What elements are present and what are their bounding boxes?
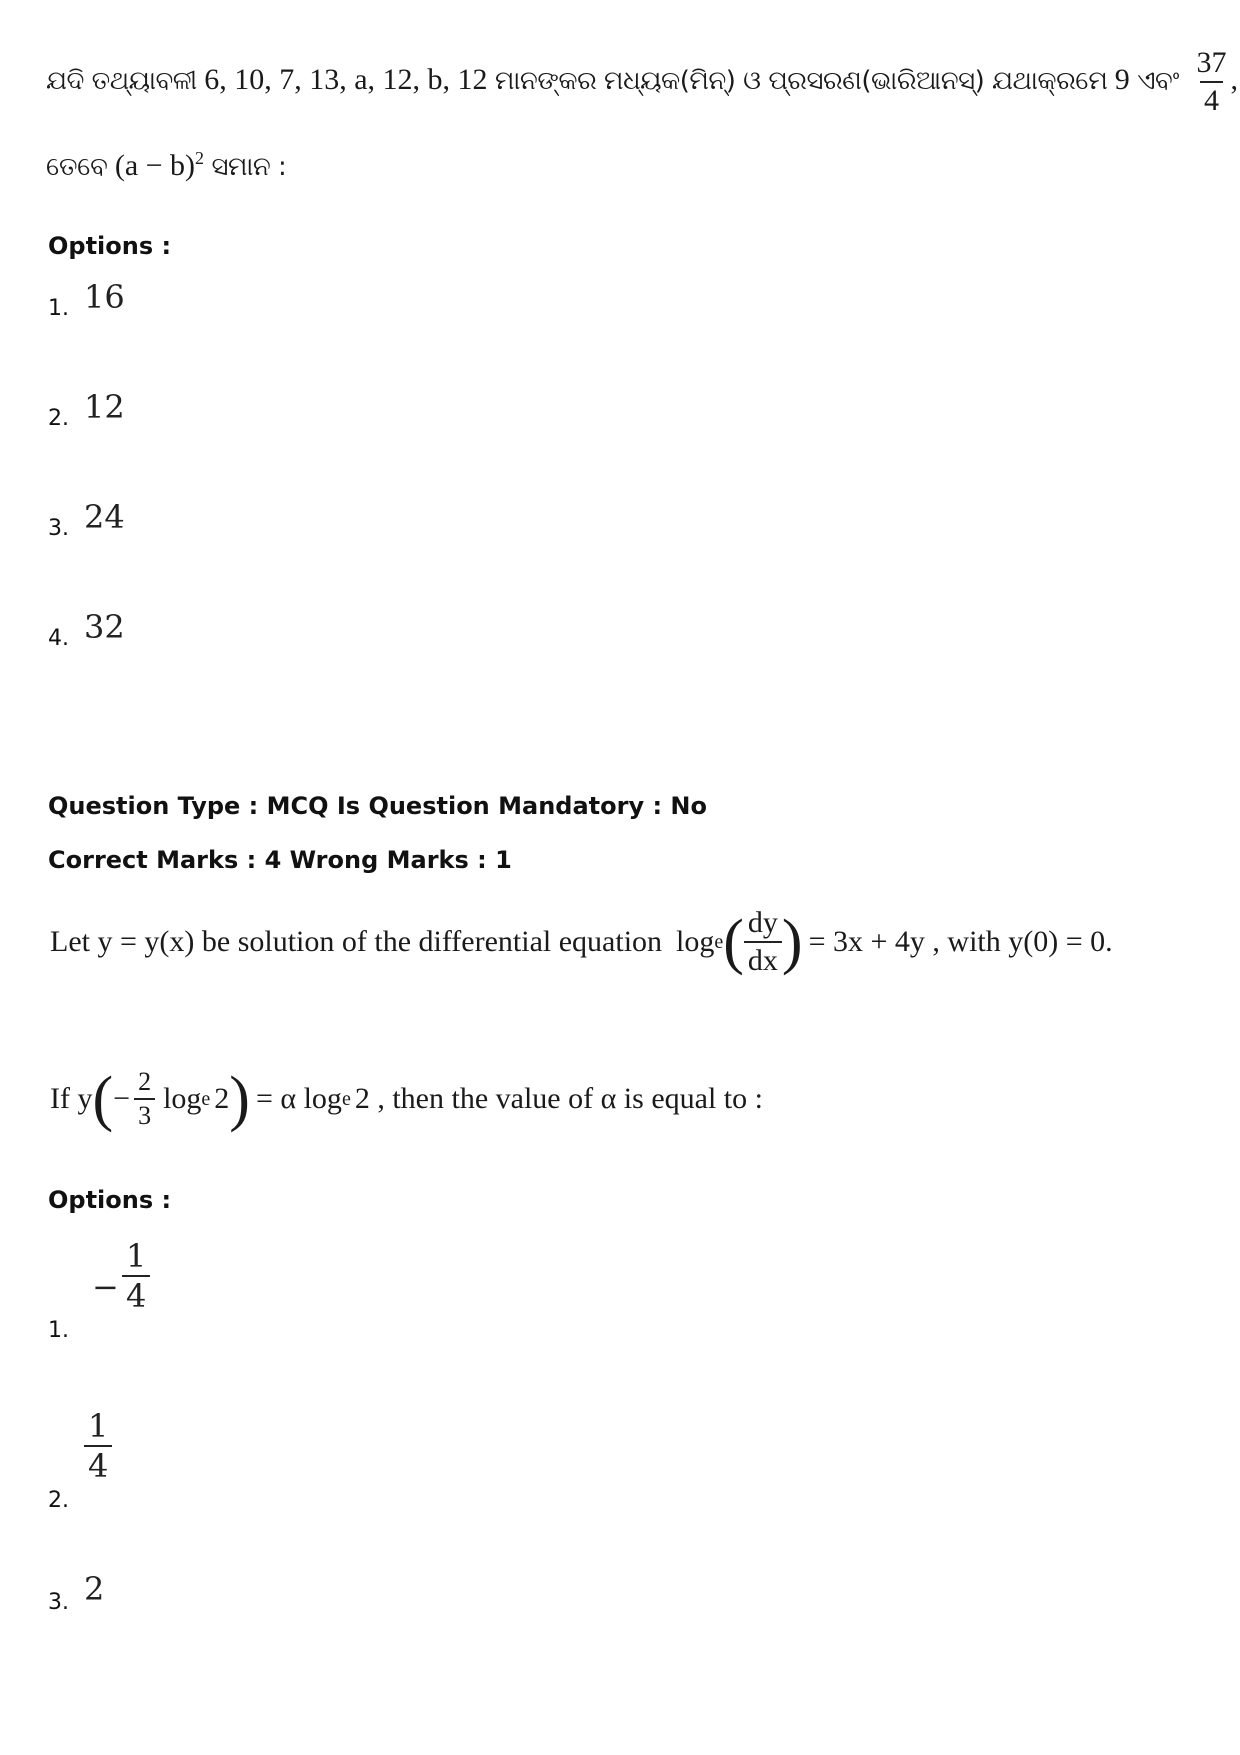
- q2-line2: [50, 1065, 763, 1133]
- q2-log2-sub: e: [201, 1087, 211, 1110]
- option-numer: 1: [88, 1407, 109, 1445]
- option-value: 24: [84, 498, 125, 536]
- right-paren: ): [229, 1065, 250, 1133]
- option-denom: 4: [84, 1445, 112, 1482]
- q2-line1-a: Let y = y(x) be solution of the differential equation: [50, 925, 663, 958]
- q2-option-2[interactable]: [48, 1407, 248, 1520]
- q1-and: ଏବଂ: [1137, 65, 1179, 96]
- left-paren: (: [92, 1065, 114, 1133]
- q2-three: 3: [134, 1098, 155, 1129]
- q1-mean: 9: [1114, 62, 1130, 96]
- option-number: 2.: [48, 1488, 69, 1513]
- q2-line2-if: If y: [50, 1082, 93, 1115]
- option-number: 1.: [48, 1318, 69, 1343]
- left-paren: (: [723, 908, 744, 976]
- q2-dx: dx: [744, 941, 782, 976]
- q2-meta-type: Question Type : MCQ Is Question Mandatory : No: [48, 792, 707, 820]
- q1-middle: ମାନଙ୍କର ମଧ୍ୟକ(ମିନ୍) ଓ ପ୍ରସରଣ(ଭାରିଆନସ୍) ଯଥାକ୍ରମେ: [495, 65, 1108, 96]
- option-value: 2: [84, 1570, 105, 1608]
- option-number: 4.: [48, 626, 69, 651]
- q2-line2-end: 2 , then the value of α is equal to :: [354, 1082, 763, 1115]
- q2-dy: dy: [747, 906, 778, 939]
- q2-log: log: [676, 925, 715, 958]
- q2-option-1[interactable]: [48, 1237, 248, 1350]
- q2-dydx-fraction: [744, 908, 782, 976]
- option-number: 3.: [48, 516, 69, 541]
- q2-options-label: Options :: [48, 1186, 172, 1214]
- q1-variance-fraction: [1192, 48, 1230, 116]
- option-number: 1.: [48, 296, 69, 321]
- q1-var-den: 4: [1200, 81, 1223, 116]
- q1-options-label: Options :: [48, 232, 172, 260]
- q2-log-sub: e: [714, 930, 724, 953]
- option-fraction: [84, 1407, 112, 1485]
- q2-minus: −: [113, 1082, 131, 1115]
- option-number: 3.: [48, 1590, 69, 1615]
- q2-meta-marks: Correct Marks : 4 Wrong Marks : 1: [48, 846, 512, 874]
- q1-exp: 2: [195, 148, 205, 168]
- q2-two-thirds: [134, 1069, 155, 1129]
- q2-log2: log: [163, 1082, 202, 1115]
- q1-line2-suffix: ସମାନ :: [211, 152, 287, 182]
- q1-line1: [46, 48, 1238, 116]
- q1-expr: (a − b): [114, 149, 196, 182]
- option-value: 12: [84, 388, 125, 426]
- q1-prefix: ଯଦି ତଥ୍ୟାବଳୀ: [46, 65, 197, 96]
- option-fraction: [122, 1237, 150, 1315]
- option-sign: −: [92, 1268, 119, 1306]
- q2-log2-arg: 2: [214, 1082, 230, 1115]
- option-value: 32: [84, 608, 125, 646]
- option-numer: 1: [126, 1237, 147, 1275]
- q1-var-num: 37: [1196, 46, 1227, 79]
- option-denom: 4: [122, 1275, 150, 1312]
- q2-two: 2: [138, 1067, 152, 1096]
- right-paren: ): [781, 908, 803, 976]
- option-number: 2.: [48, 406, 69, 431]
- q2-line2-rest: = α log: [255, 1082, 342, 1115]
- q2-line2-rest-sub: e: [341, 1087, 351, 1110]
- q2-line1-b: = 3x + 4y , with y(0) = 0.: [808, 925, 1113, 958]
- q1-comma: ,: [1230, 62, 1238, 96]
- q1-data-values: 6, 10, 7, 13, a, 12, b, 12: [204, 62, 488, 96]
- q1-line2: [46, 148, 286, 183]
- option-value: 16: [84, 278, 125, 316]
- q2-line1: [50, 908, 1113, 976]
- q1-line2-prefix: ତେବେ: [46, 152, 108, 182]
